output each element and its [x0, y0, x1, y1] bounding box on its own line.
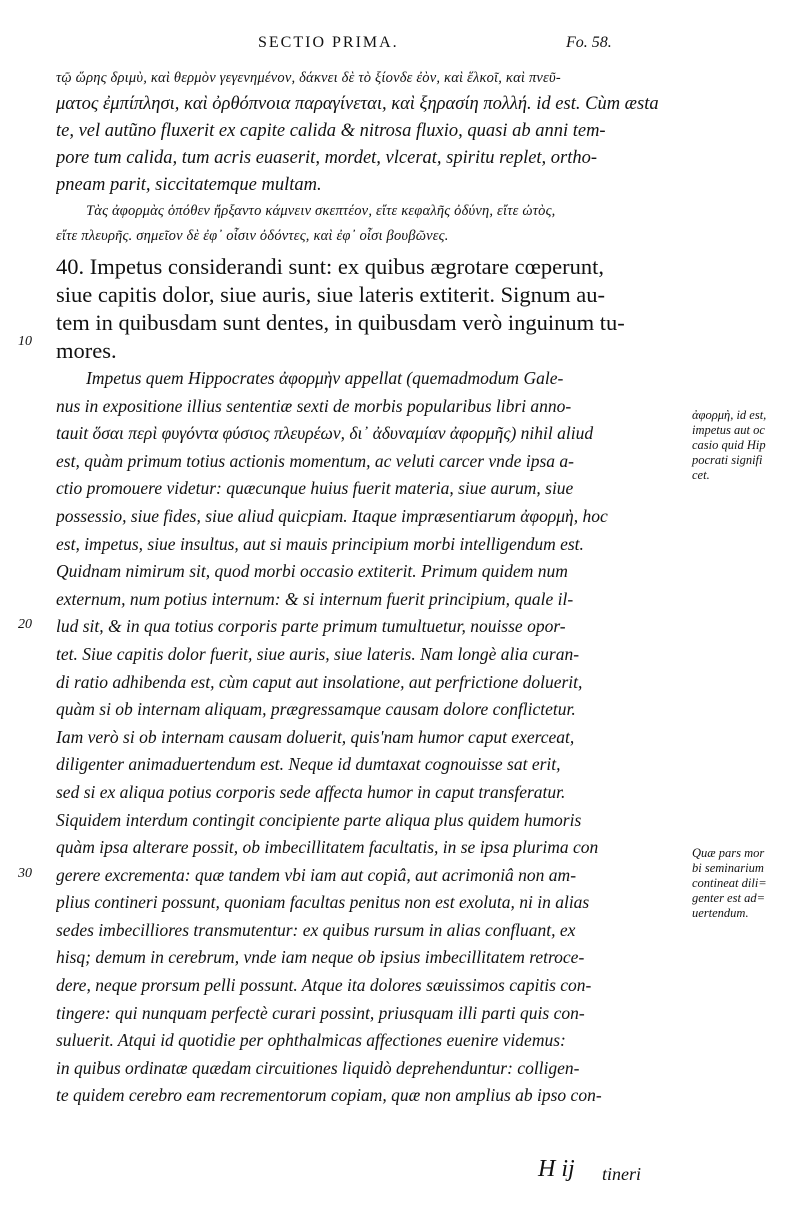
text-line: tet. Siue capitis dolor fuerit, siue auris, siue lateris. Nam longè alia curan- [56, 643, 580, 664]
text-line: suluerit. Atqui id quotidie per ophthalmicas affectiones euenire videmus: [56, 1030, 566, 1051]
text-line: possessio, siue fides, siue aliud quicpiam. Itaque impræsentiarum ἀφορμὴ, hoc [56, 505, 608, 526]
text-line: εἴτε πλευρῆς. σημεῖον δὲ ἐφ᾽ οἷσιν ὀδόντες, καὶ ἐφ᾽ οἷσι βουβῶνες. [56, 228, 449, 244]
text-line: tingere: qui nunquam perfectè curari possint, priusquam illi parti quis con- [56, 1002, 585, 1023]
text-line: quàm ipsa alterare possit, ob imbecillitatem facultatis, in se ipsa plurima con [56, 837, 599, 858]
text-line: te, vel autũno fluxerit ex capite calida & nitrosa fluxio, quasi ab anni tem- [56, 121, 606, 141]
commentary [56, 365, 684, 1110]
greek-quotation-1 [56, 66, 684, 199]
margin-note-line: ἀφορμὴ, id est, [692, 408, 767, 422]
text-line: diligenter animaduertendum est. Neque id dumtaxat cognouisse sat erit, [56, 754, 561, 775]
text-line: lud sit, & in qua totius corporis parte primum tumultuetur, nouisse opor- [56, 616, 566, 637]
margin-note-line: cet. [692, 468, 710, 482]
text-line: gerere excrementa: quæ tandem vbi iam aut copiâ, aut acrimoniâ non am- [56, 864, 577, 885]
aphorism-40 [56, 253, 684, 365]
margin-note-line: uertendum. [692, 906, 749, 920]
text-line: sedes imbecilliores transmutentur: ex quibus rursum in alias confluant, ex [56, 919, 576, 940]
text-body [56, 66, 684, 1110]
text-line: dere, neque prorsum pelli possunt. Atque ita dolores sæuissimos capitis con- [56, 975, 592, 996]
text-line: mores. [56, 338, 117, 363]
running-head: SECTIO PRIMA. [258, 34, 399, 51]
text-line: tem in quibusdam sunt dentes, in quibusdam verò inguinum tu- [56, 310, 625, 335]
margin-note-seminarium [692, 846, 796, 921]
text-line: τῷ ὥρης δριμὺ, καὶ θερμὸν γεγενημένον, δάκνει δὲ τὸ ξίονδε ἐὸν, καὶ ἕλκοῖ, καὶ πνεῦ- [56, 70, 561, 86]
text-line: sed si ex aliqua potius corporis sede affecta humor in caput transferatur. [56, 781, 566, 802]
margin-note-line: pocrati signifi [692, 453, 763, 467]
margin-note-line: impetus aut oc [692, 423, 765, 437]
text-line: Quidnam nimirum sit, quod morbi occasio extiterit. Primum quidem num [56, 561, 568, 582]
text-line: est, impetus, siue insultus, aut si mauis principium morbi intelligendum est. [56, 533, 584, 554]
text-line: Impetus quem Hippocrates ἀφορμὴν appellat (quemadmodum Gale- [86, 368, 564, 388]
margin-note-line: contineat dili= [692, 876, 767, 890]
signature-mark: H ij [538, 1156, 575, 1182]
text-line: 40. Impetus considerandi sunt: ex quibus ægrotare cœperunt, [56, 254, 605, 279]
margin-note-line: Quæ pars mor [692, 846, 765, 860]
text-line: Τὰς ἀφορμὰς ὁπόθεν ἤρξαντο κάμνειν σκεπτέον, εἴτε κεφαλῆς ὀδύνη, εἴτε ὠτὸς, [86, 203, 556, 219]
text-line: te quidem cerebro eam recrementorum copiam, quæ non amplius ab ipso con- [56, 1085, 602, 1106]
text-line: pneam parit, siccitatemque multam. [56, 175, 322, 195]
margin-note-line: casio quid Hip [692, 438, 766, 452]
greek-quotation-2 [56, 199, 684, 249]
text-line: nus in expositione illius sententiæ sexti de morbis popularibus libri anno- [56, 395, 572, 416]
margin-note-line: bi seminarium [692, 861, 764, 875]
catchword: tineri [602, 1164, 641, 1184]
text-line: plius contineri possunt, quoniam facultas penitus non est exoluta, ni in alias [56, 892, 590, 913]
text-line: pore tum calida, tum acris euaserit, mordet, vlcerat, spiritu replet, ortho- [56, 148, 598, 168]
line-number-30: 30 [18, 866, 32, 881]
line-number-20: 20 [18, 617, 32, 632]
text-line: ctio promouere videtur: quæcunque huius fuerit materia, siue aurum, siue [56, 478, 574, 499]
text-line: Iam verò si ob internam causam doluerit, quis'nam humor caput exerceat, [56, 726, 575, 747]
text-line: siue capitis dolor, siue auris, siue lateris extiterit. Signum au- [56, 282, 605, 307]
page-header [0, 28, 800, 58]
margin-note-line: genter est ad= [692, 891, 766, 905]
text-line: Siquidem interdum contingit concipiente parte aliqua plus quidem humoris [56, 809, 582, 830]
text-line: est, quàm primum totius actionis momentum, ac veluti carcer vnde ipsa a- [56, 450, 574, 471]
text-line: externum, num potius internum: & si internum fuerit principium, quale il- [56, 588, 574, 609]
text-line: di ratio adhibenda est, cùm caput aut insolatione, aut perfrictione doluerit, [56, 671, 583, 692]
folio-number: Fo. 58. [566, 34, 612, 51]
text-line: hisq; demum in cerebrum, vnde iam neque ob ipsius imbecillitatem retroce- [56, 947, 585, 968]
text-line: ματος ἐμπίπλησι, καὶ ὀρθόπνοια παραγίνεται, καὶ ξηρασίη πολλή. id est. Cùm æsta [56, 94, 659, 114]
line-number-10: 10 [18, 334, 32, 349]
margin-note-impetus [692, 408, 796, 483]
text-line: tauit ὅσαι περὶ φυγόντα φύσιος πλευρέων, δι᾽ ἀδυναμίαν ἀφορμῆς) nihil aliud [56, 423, 594, 444]
text-line: in quibus ordinatæ quædam circuitiones liquidò deprehenduntur: colligen- [56, 1057, 580, 1078]
text-line: quàm si ob internam aliquam, prægressamque causam dolore conflictetur. [56, 699, 576, 720]
